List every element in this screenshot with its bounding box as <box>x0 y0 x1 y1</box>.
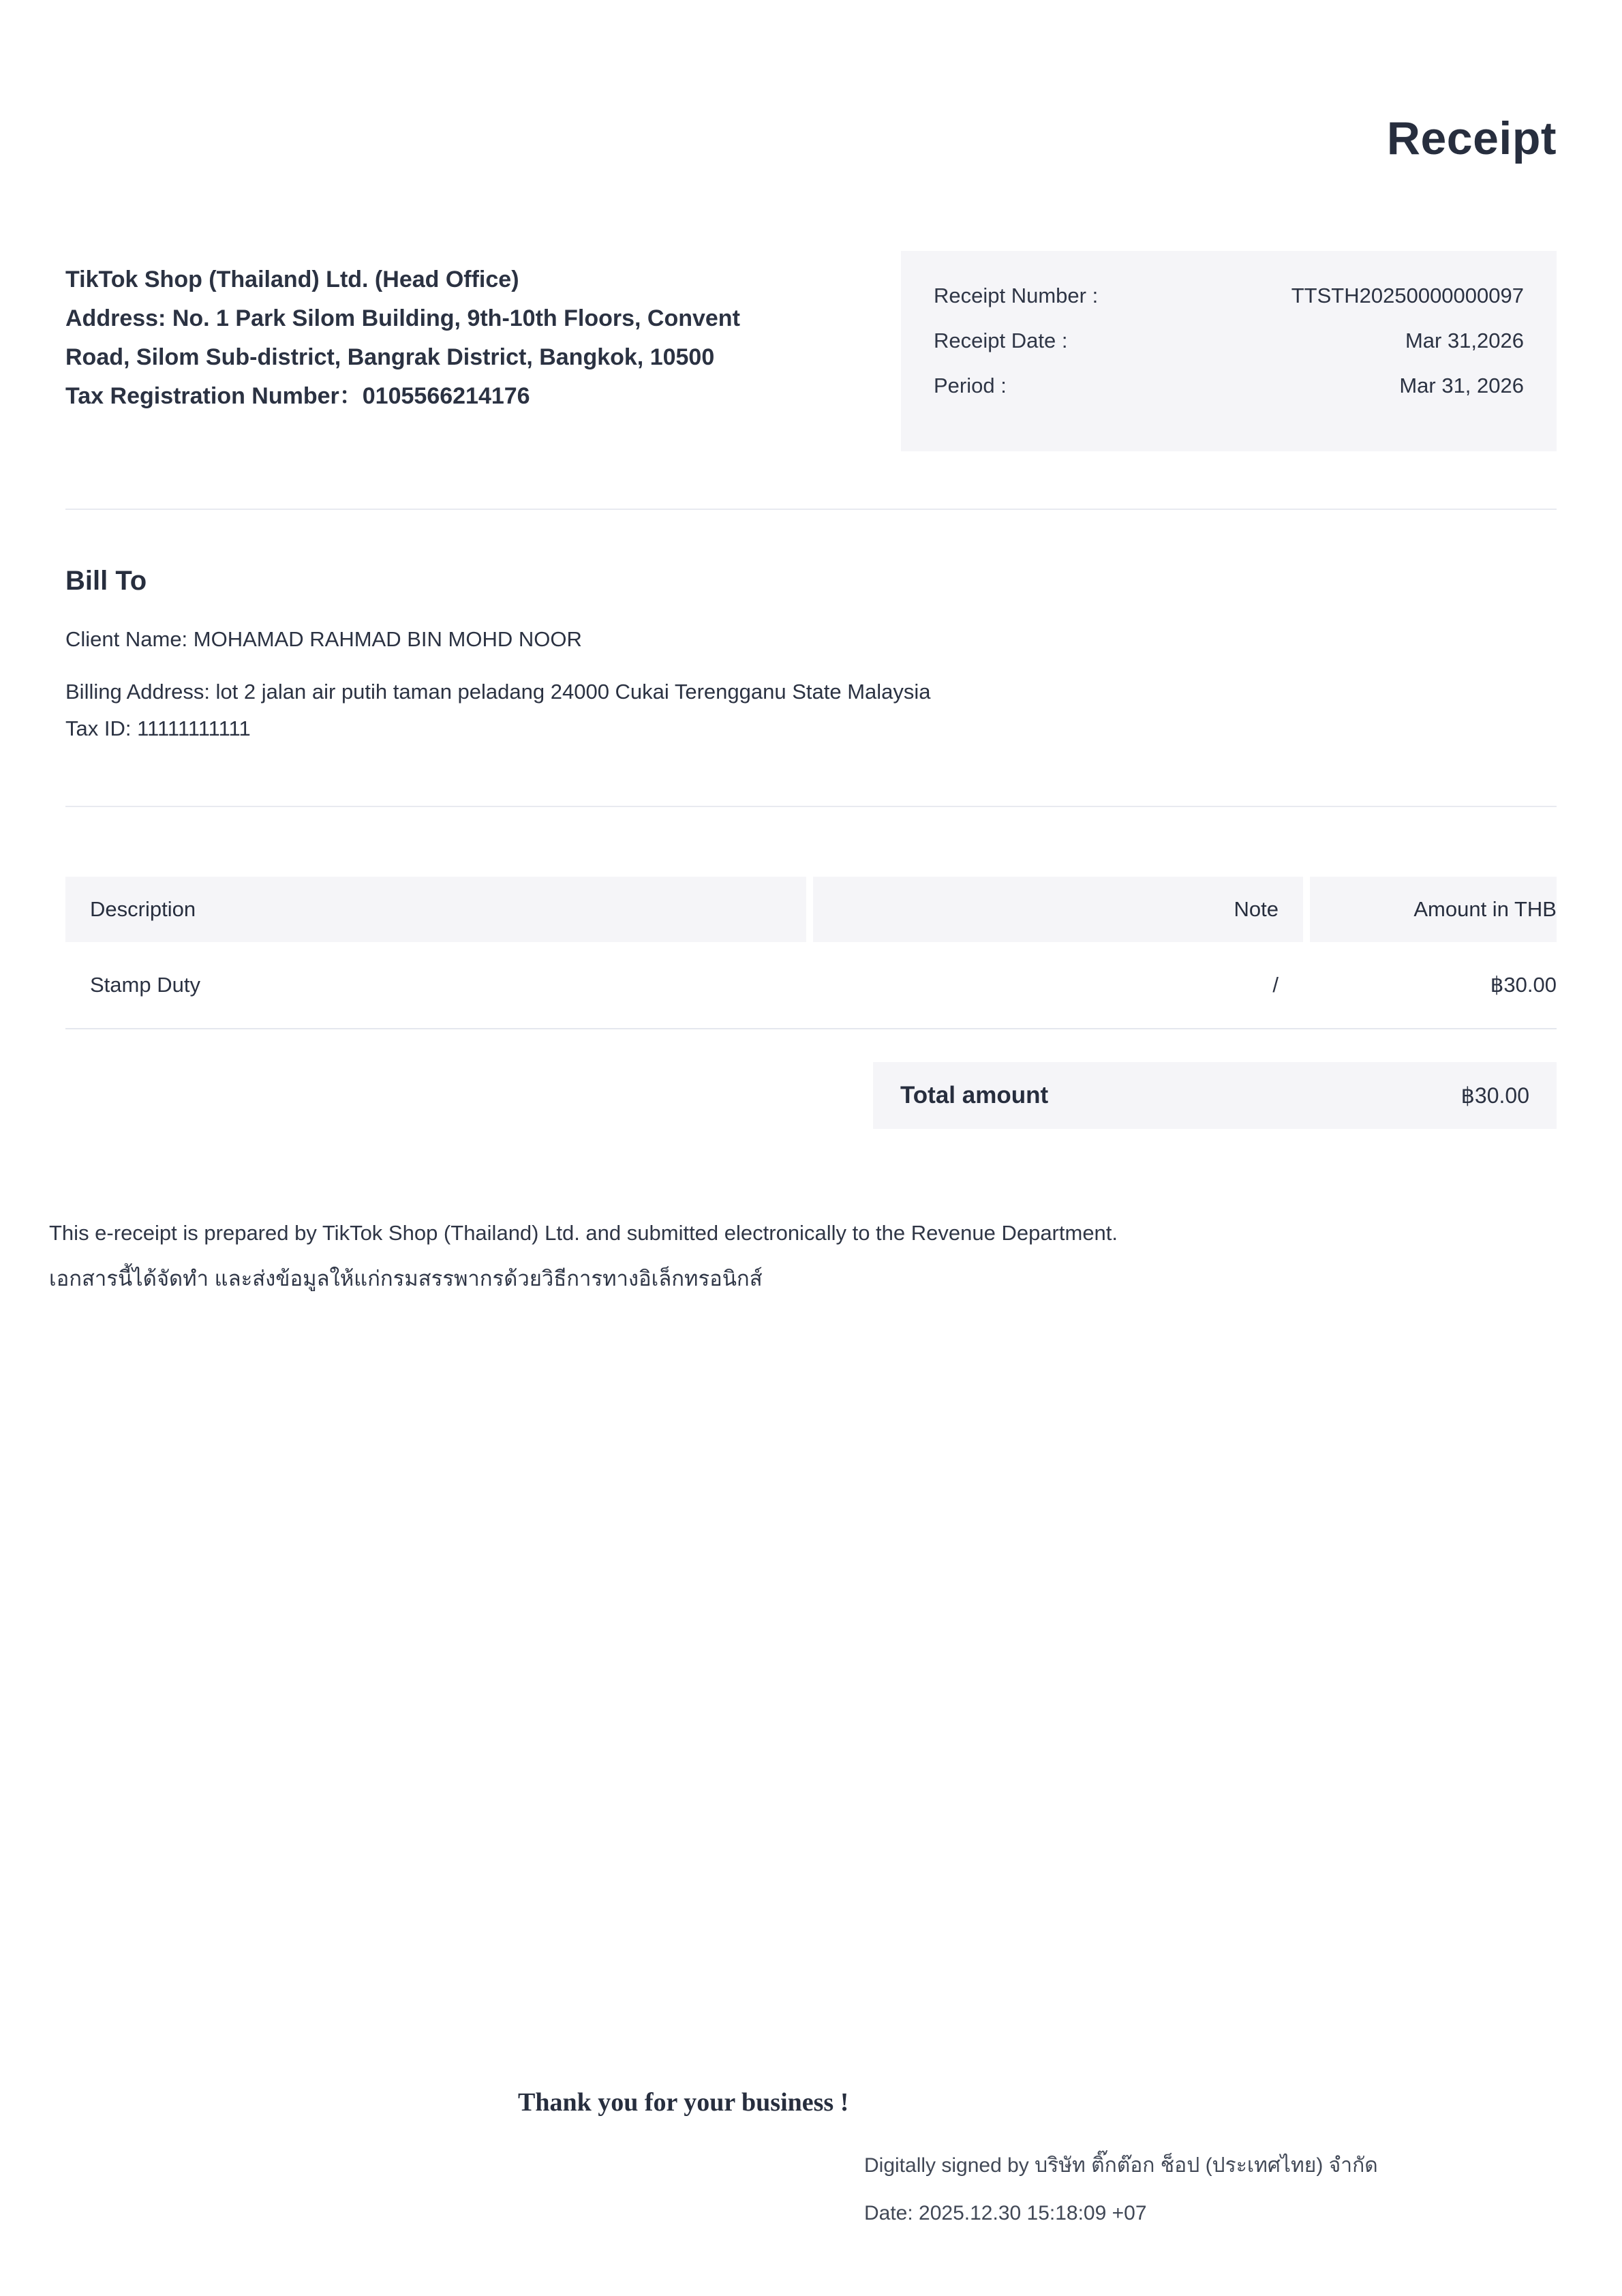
billing-address-block <box>65 674 1557 747</box>
bill-to-section <box>65 510 1557 747</box>
digital-signature-signer: Digitally signed by บริษัท ติ๊กต๊อก ช็อป (ประเทศไทย) จำกัด <box>864 2154 1378 2177</box>
e-receipt-note-en: This e-receipt is prepared by TikTok Shop (Thailand) Ltd. and submitted electronically to the Revenue Department. <box>49 1221 1118 1245</box>
table-header-row <box>65 877 1557 942</box>
company-name: TikTok Shop (Thailand) Ltd. (Head Office) <box>65 267 519 292</box>
billing-address: Billing Address: lot 2 jalan air putih taman peladang 24000 Cukai Terengganu State Malaysia <box>65 680 931 704</box>
total-amount-value: ฿30.00 <box>1460 1083 1529 1108</box>
period-label: Period : <box>934 374 1007 397</box>
company-tax-registration: Tax Registration Number：0105566214176 <box>65 383 530 409</box>
page-title: Receipt <box>1386 112 1557 164</box>
header-amount: Amount in THB <box>1310 877 1557 942</box>
e-receipt-note <box>49 1219 1557 1295</box>
receipt-info-panel <box>901 251 1557 451</box>
receipt-number-value: TTSTH20250000000097 <box>1291 284 1524 307</box>
client-tax-id: Tax ID: 11111111111 <box>65 716 251 740</box>
client-name: Client Name: MOHAMAD RAHMAD BIN MOHD NOOR <box>65 627 582 651</box>
header-description: Description <box>65 877 806 942</box>
digital-signature-date: Date: 2025.12.30 15:18:09 +07 <box>864 2202 1147 2224</box>
receipt-date-label: Receipt Date : <box>934 329 1068 352</box>
receipt-number-row <box>934 284 1524 329</box>
company-info <box>65 251 849 416</box>
receipt-date-value: Mar 31,2026 <box>1405 329 1524 352</box>
total-amount-label: Total amount <box>900 1082 1049 1108</box>
receipt-number-label: Receipt Number : <box>934 284 1099 307</box>
thank-you-message: Thank you for your business ! <box>518 2088 849 2117</box>
period-value: Mar 31, 2026 <box>1399 374 1524 397</box>
digital-signature-block <box>864 2151 1378 2228</box>
period-row <box>934 374 1524 419</box>
table-row <box>65 942 1557 1029</box>
e-receipt-note-th: เอกสารนี้ได้จัดทำ และส่งข้อมูลให้แก่กรมสรรพากรด้วยวิธีการทางอิเล็กทรอนิกส์ <box>49 1267 763 1290</box>
total-amount-panel <box>873 1062 1557 1129</box>
company-address-line1: Address: No. 1 Park Silom Building, 9th-10th Floors, Convent <box>65 305 740 331</box>
company-address-line2: Road, Silom Sub-district, Bangrak District, Bangkok, 10500 <box>65 344 715 370</box>
header-note: Note <box>813 877 1303 942</box>
row-amount: ฿30.00 <box>1490 973 1557 997</box>
line-items-table <box>65 877 1557 1029</box>
row-description: Stamp Duty <box>90 973 200 997</box>
row-note: / <box>1272 973 1279 997</box>
header-row <box>65 251 1557 451</box>
receipt-date-row <box>934 329 1524 374</box>
divider <box>65 806 1557 807</box>
bill-to-heading: Bill To <box>65 566 147 596</box>
